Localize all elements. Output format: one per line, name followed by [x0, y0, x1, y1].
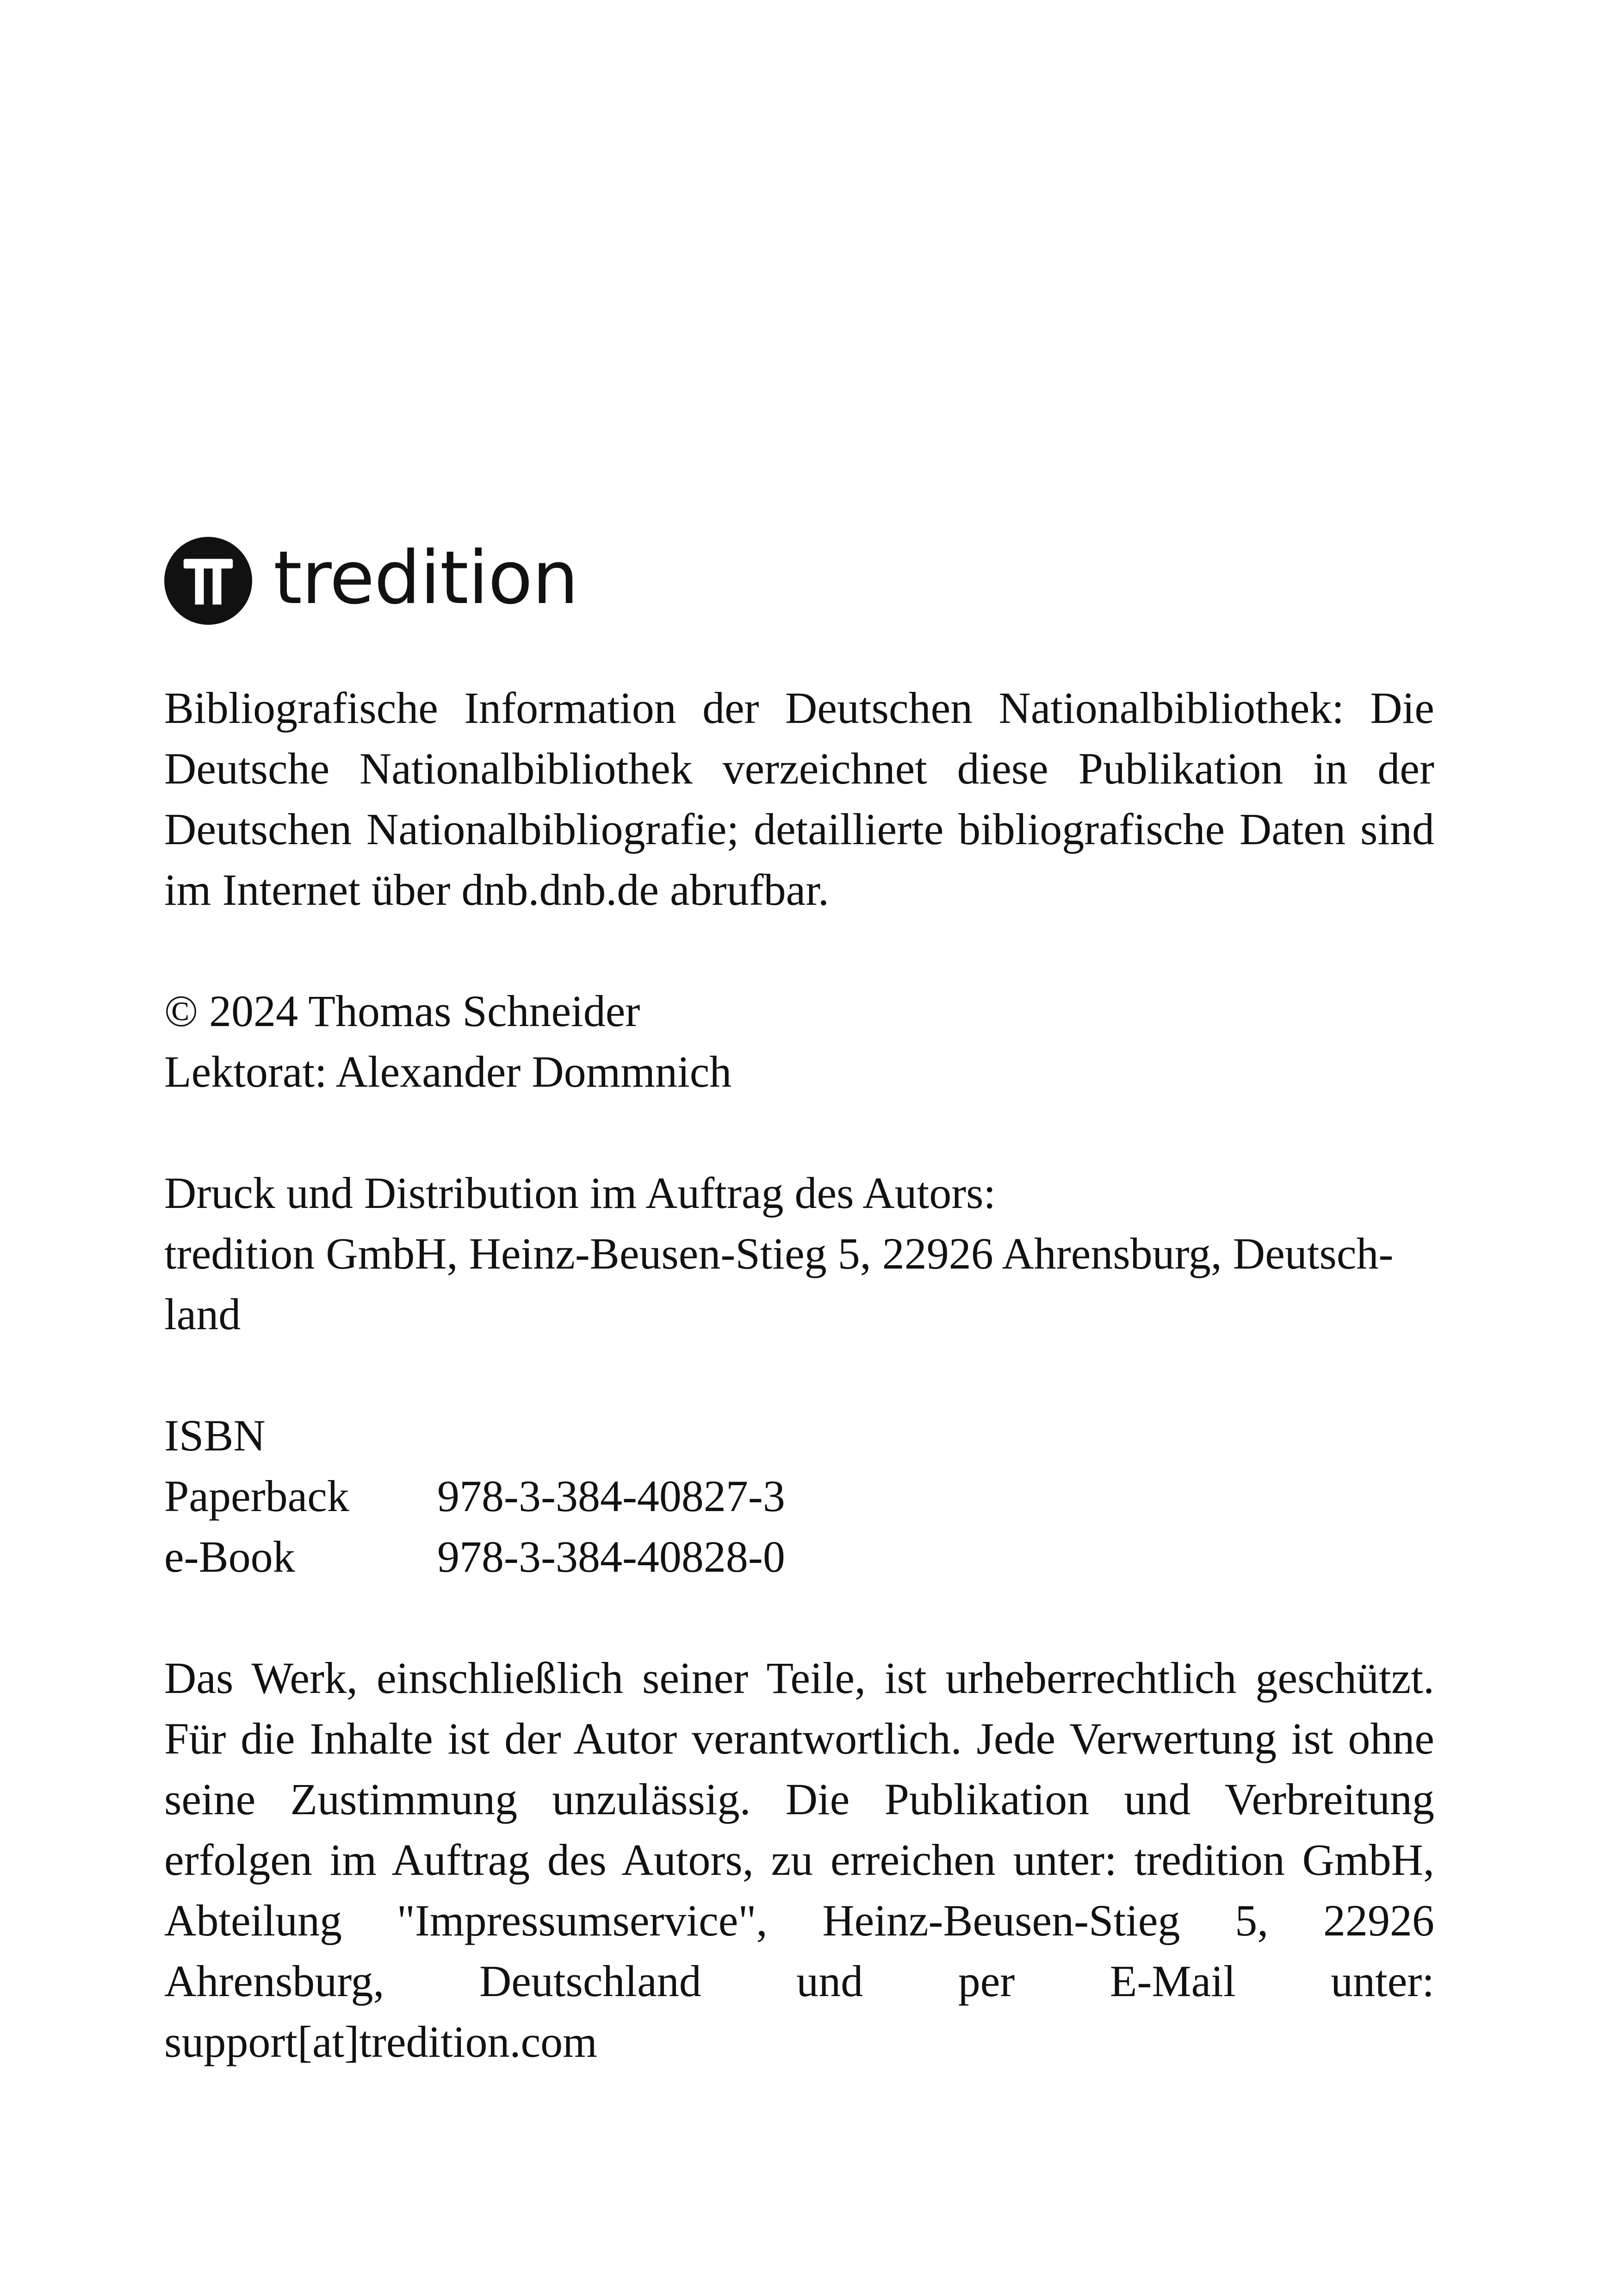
tredition-logo-icon [164, 537, 252, 625]
isbn-number: 978-3-384-40827-3 [437, 1471, 785, 1521]
copyright-notice: © 2024 Thomas Schneider [164, 986, 640, 1036]
distribution-address: tredition GmbH, Heinz-Beusen-Stieg 5, 22926 Ahrensburg, Deutsch- [164, 1229, 1394, 1278]
isbn-row-ebook [164, 1526, 1434, 1587]
isbn-heading: ISBN [164, 1411, 266, 1460]
publisher-logo-text: tredition [273, 535, 578, 621]
publisher-logo [164, 537, 578, 625]
editing-credit: Lektorat: Alexander Dommnich [164, 1047, 732, 1096]
isbn-row-paperback [164, 1466, 1434, 1526]
isbn-format: e-Book [164, 1532, 295, 1581]
impressum-text [164, 678, 1434, 2072]
legal-notice: Das Werk, einschließlich seiner Teile, ist urheberrechtlich geschützt. Für die Inhalte ist der Autor verantwortlich. Jede Verwertung ist ohne seine Zustimmung unzulässig. Die Publikation und Verbreitung erfolgen im Auftrag des Autors, zu erreichen unter: tredition GmbH, Abteilung "Impressumservice", Heinz-Beusen-Stieg 5, 22926 Ahrensburg, Deutschland und per E-Mail unter: support[at]tredition.com [164, 1653, 1434, 2066]
distribution-address-continued: land [164, 1289, 241, 1339]
distribution-line: Druck und Distribution im Auftrag des Autors: [164, 1168, 996, 1218]
bibliographic-info: Bibliografische Information der Deutschen Nationalbibliothek: Die Deutsche Nationalbibliothek verzeichnet diese Publikation in der Deutschen Nationalbibliografie; detaillierte bibliografische Daten sind im Internet über dnb.dnb.de abrufbar. [164, 683, 1434, 915]
isbn-format: Paperback [164, 1471, 349, 1521]
isbn-number: 978-3-384-40828-0 [437, 1532, 785, 1581]
